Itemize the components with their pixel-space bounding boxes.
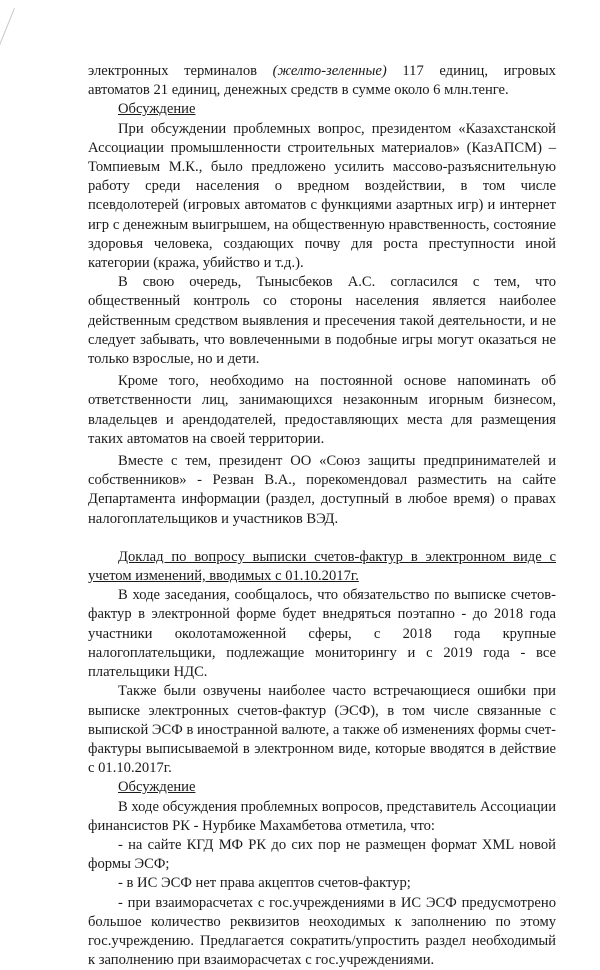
list-item: - на сайте КГД МФ РК до сих пор не размещен формат XML новой формы ЭСФ; — [88, 836, 556, 873]
document-body — [88, 62, 556, 970]
paragraph-esf-errors: Также были озвучены наиболее часто встречающиеся ошибки при выписке электронных счетов-фактур (ЭСФ), в том числе связанные с выпиской ЭСФ в иностранной валюте, а также об изменениях формы счет-фактуры выписываемой в электронном виде, которые вводятся в действие с 01.10.2017г. — [88, 683, 556, 777]
paragraph-financiers: В ходе обсуждения проблемных вопросов, представитель Ассоциации финансистов РК - Нурбике Махамбетова отметила, что: — [88, 798, 556, 834]
section-heading-discussion-1: Обсуждение — [118, 101, 196, 118]
paragraph-responsibility: Кроме того, необходимо на постоянной основе напоминать об ответственности лиц, занимающихся незаконным игорным бизнесом, владельцев и арендодателей, предоставляющих места для размещения таких автоматов на своей территории. — [88, 373, 556, 447]
paragraph-esf-phases: В ходе заседания, сообщалось, что обязательство по выписке счетов-фактур в электронной форме будет внедряться поэтапно - до 2018 года участники околотаможенной сферы, с 2018 года крупные налогоплательщики, подлежащие мониторингу и с 2019 года - все плательщики НДС. — [88, 587, 556, 681]
list-item: - при взаиморасчетах с гос.учреждениями в ИС ЭСФ предусмотрено большое количество реквизитов неоходимых к заполнению по этому гос.учреждению. Предлагается сократить/упростить раздел необходимый к заполнению при взаиморасчетах с гос.учреждениями. — [88, 894, 556, 969]
paragraph-public-control: В свою очередь, Тыныcбеков А.С. согласился с тем, что общественный контроль со стороны населения является наиболее действенным средством выявления и пресечения такой деятельности, и не следует забывать, что вовлеченными в подобные игры могут оказаться не только взрослые, но и дети. — [88, 274, 556, 368]
scan-edge-mark — [0, 8, 52, 144]
report-heading: Доклад по вопросу выписки счетов-фактур в электронном виде с учетом изменений, вводимых с 01.10.2017г. — [88, 548, 556, 585]
paragraph-terminals: электронных терминалов (желто-зеленные) 117 единиц, игровых автоматов 21 единиц, денежных средств в сумме около 6 млн.тенге. — [88, 63, 556, 99]
list-item: - в ИС ЭСФ нет права акцептов счетов-фактур; — [118, 875, 411, 892]
paragraph-recommendation: Вместе с тем, президент ОО «Союз защиты предпринимателей и собственников» - Резван В.А., порекомендовал разместить на сайте Департамента информации (раздел, доступный в любое время) о правах налогоплательщиков и участников ВЭД. — [88, 453, 556, 527]
paragraph-kazapsm: При обсуждении проблемных вопрос, президентом «Казахстанской Ассоциации промышленности строительных материалов» (КазАПСМ) – Томпиевым М.К., было предложено усилить массово-разъяснительную работу среди населения о вредном воздействии, в том числе псевдолотерей (игровых автоматов с функциями азартных игр) и интернет игр с денежным выигрышем, на общественную нравственность, состояние здоровья человека, создающих почву для роста преступности иной категории (кража, убийство и т.д.). — [88, 120, 556, 272]
section-heading-discussion-2: Обсуждение — [118, 779, 196, 796]
italic-note: (желто-зеленные) — [272, 63, 387, 79]
